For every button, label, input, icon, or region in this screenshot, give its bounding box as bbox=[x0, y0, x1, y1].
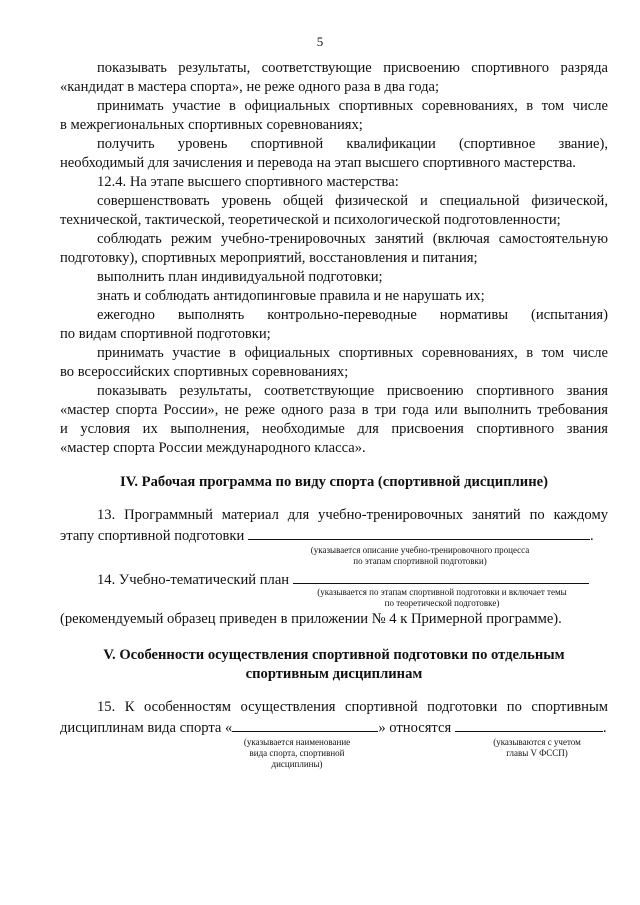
text-line: необходимый для зачисления и перевода на этап высшего спортивного мастерства. bbox=[60, 155, 576, 171]
text-line: показывать результаты, соответствующие присвоению спортивного звания bbox=[97, 383, 608, 399]
text-line: в межрегиональных спортивных соревнованиях; bbox=[60, 117, 363, 133]
paragraph-13-note: (указывается описание учебно-тренировочного процесса по этапам спортивной подготовки) bbox=[310, 545, 530, 566]
text-line: соблюдать режим учебно-тренировочных занятий (включая самостоятельную bbox=[97, 231, 608, 247]
paragraph-15-note-right: (указываются с учетом главы V ФССП) bbox=[493, 737, 581, 758]
page-number: 5 bbox=[316, 34, 324, 49]
paragraph-14-text: 14. Учебно-тематический план bbox=[97, 572, 290, 588]
sport-name-blank[interactable] bbox=[232, 718, 378, 732]
paragraph-13-text: этапу спортивной подготовки bbox=[60, 528, 245, 544]
text-line: подготовку), спортивных мероприятий, восстановления и питания; bbox=[60, 250, 478, 266]
thematic-plan-blank[interactable] bbox=[293, 570, 589, 584]
text-line: принимать участие в официальных спортивных соревнованиях, в том числе bbox=[97, 345, 608, 361]
paragraph-15-note-left: (указывается наименование вида спорта, спортивной дисциплины) bbox=[243, 737, 351, 769]
paragraph-14-line: (рекомендуемый образец приведен в приложении № 4 к Примерной программе). bbox=[60, 611, 562, 627]
text-line: технической, тактической, теоретической и психологической подготовленности; bbox=[60, 212, 561, 228]
text-line: во всероссийских спортивных соревнованиях; bbox=[60, 364, 349, 380]
paragraph-15-line: дисциплинам вида спорта « » относятся . bbox=[60, 720, 607, 736]
text-line: «мастер спорта России международного класса». bbox=[60, 440, 366, 456]
text-line: принимать участие в официальных спортивных соревнованиях, в том числе bbox=[97, 98, 608, 114]
text-line: показывать результаты, соответствующие присвоению спортивного разряда bbox=[97, 60, 608, 76]
section-5-title: спортивным дисциплинам bbox=[245, 666, 423, 682]
text-line: и условия их выполнения, необходимые для присвоения спортивного звания bbox=[60, 421, 608, 437]
text-line: 12.4. На этапе высшего спортивного мастерства: bbox=[97, 174, 399, 190]
features-blank[interactable] bbox=[455, 718, 603, 732]
text-line: по видам спортивной подготовки; bbox=[60, 326, 271, 342]
paragraph-14-note: (указывается по этапам спортивной подготовки и включает темы по теоретической подготовке) bbox=[317, 587, 567, 608]
section-5-title: V. Особенности осуществления спортивной подготовки по отдельным bbox=[103, 647, 565, 663]
program-material-blank[interactable] bbox=[248, 526, 590, 540]
text-line: совершенствовать уровень общей физической и специальной физической, bbox=[97, 193, 608, 209]
paragraph-13-line: этапу спортивной подготовки . bbox=[60, 528, 594, 544]
text-line: «мастер спорта России», не реже одного раза в три года или выполнить требования bbox=[60, 402, 608, 418]
text-line: получить уровень спортивной квалификации (спортивное звание), bbox=[97, 136, 608, 152]
section-4-title: IV. Рабочая программа по виду спорта (спортивной дисциплине) bbox=[120, 474, 548, 490]
text-line: ежегодно выполнять контрольно-переводные нормативы (испытания) bbox=[97, 307, 608, 323]
text-line: знать и соблюдать антидопинговые правила и не нарушать их; bbox=[97, 288, 485, 304]
text-line: «кандидат в мастера спорта», не реже одного раза в два года; bbox=[60, 79, 440, 95]
paragraph-15-line: 15. К особенностям осуществления спортивной подготовки по спортивным bbox=[97, 699, 608, 715]
text-line: выполнить план индивидуальной подготовки; bbox=[97, 269, 383, 285]
paragraph-13-line: 13. Программный материал для учебно-тренировочных занятий по каждому bbox=[97, 507, 608, 523]
